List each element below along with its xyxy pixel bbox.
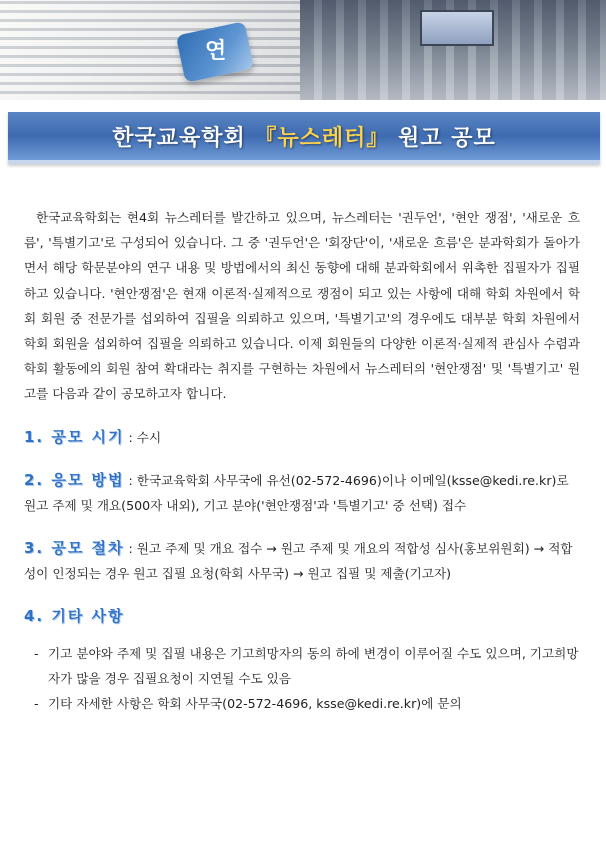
- section-text: : 수시: [124, 429, 162, 445]
- list-item: [34, 641, 580, 691]
- page-title: [112, 121, 496, 152]
- section-procedure: [24, 536, 580, 586]
- banner-photo-keyboard: [0, 0, 300, 100]
- notes-list: [24, 641, 580, 716]
- title-accent: 『뉴스레터』: [254, 125, 390, 151]
- section-period: [24, 425, 580, 450]
- header-banner: [0, 0, 606, 100]
- section-method: [24, 468, 580, 518]
- section-heading: 1. 공모 시기: [24, 427, 125, 446]
- section-heading: 3. 공모 절차: [24, 538, 125, 557]
- note-text: 기고 분야와 주제 및 집필 내용은 기고희망자의 동의 하에 변경이 이루어질 수도 있으며, 기고희망자가 많을 경우 집필요청이 지연될 수도 있음: [48, 645, 579, 686]
- banner-key-glyph: 연: [205, 39, 227, 64]
- section-heading: 4. 기타 사항: [24, 606, 125, 625]
- note-dash: -: [34, 695, 39, 711]
- section-text: : 한국교육학회 사무국에 유선(02-572-4696)이나 이메일(ksse@kedi.re.kr)로 원고 주제 및 개요(500자 내외), 기고 분야('현안쟁점'과 '특별기고' 중 선택) 접수: [24, 472, 569, 513]
- title-bar: [8, 112, 600, 164]
- note-text: 기타 자세한 사항은 학회 사무국(02-572-4696, ksse@kedi.re.kr)에 문의: [48, 695, 462, 711]
- document-body: [24, 205, 580, 716]
- note-dash: -: [34, 645, 39, 661]
- section-text: : 원고 주제 및 개요 접수 → 원고 주제 및 개요의 적합성 심사(홍보위원회) → 적합성이 인정되는 경우 원고 집필 요청(학회 사무국) → 원고 집필 및 제출(기고자): [24, 540, 573, 581]
- section-heading: 2. 응모 방법: [24, 470, 125, 489]
- banner-hall-screen: [420, 10, 494, 46]
- section-other: [24, 604, 580, 629]
- intro-paragraph: 한국교육학회는 현4회 뉴스레터를 발간하고 있으며, 뉴스레터는 '권두언', '현안 쟁점', '새로운 흐름', '특별기고'로 구성되어 있습니다. 그 중 '권두언'은 '회장단'이, '새로운 흐름'은 분과학회가 돌아가면서 해당 학문분야의 연구 내용 및 방법에서의 최신 동향에 대해 분과학회에서 위촉한 집필자가 집필하고 있습니다. '현안쟁점'은 현재 이론적·실제적으로 쟁점이 되고 있는 사항에 대해 학회 차원에서 학회 회원 중 전문가를 섭외하여 집필을 의뢰하고 있으며, '특별기고'의 경우에도 대부분 학회 차원에서 학회 회원을 섭외하여 집필을 의뢰하고 있습니다. 이제 회원들의 다양한 이론적·실제적 관심사 수렴과 학회 활동에의 회원 참여 확대라는 취지를 구현하는 차원에서 뉴스레터의 '현안쟁점' 및 '특별기고' 원고를 다음과 같이 공모하고자 합니다.: [24, 210, 580, 402]
- list-item: [34, 691, 580, 716]
- title-suffix: 원고 공모: [398, 125, 496, 151]
- title-prefix: 한국교육학회: [112, 125, 246, 151]
